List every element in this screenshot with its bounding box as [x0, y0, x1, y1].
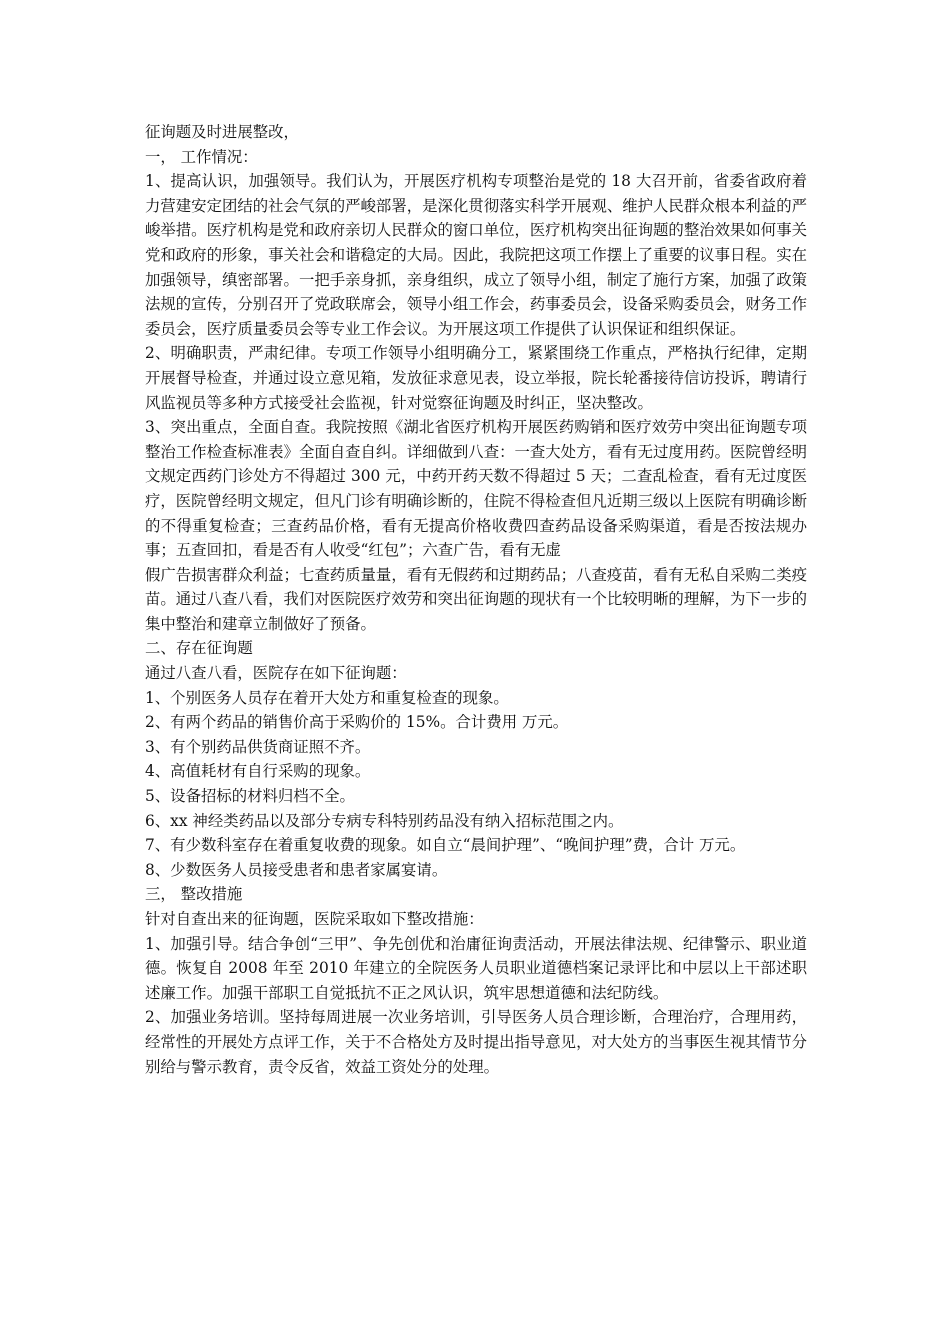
heading-measures: 三， 整改措施 — [145, 885, 243, 904]
list-item-problem-1: 1、个别医务人员存在着开大处方和重复检查的现象。 — [145, 688, 509, 707]
paragraph-item-2: 2、明确职责，严肃纪律。专项工作领导小组明确分工，紧紧围绕工作重点，严格执行纪律，定期开展督导检查，并通过设立意见箱，发放征求意见表，设立举报，院长轮番接待信访投诉，聘请行风监视员等多种方式接受社会监视，针对觉察征询题及时纠正，坚决整改。 — [145, 344, 807, 412]
paragraph-item-3-cont: 假广告损害群众利益；七查药质量量，看有无假药和过期药品；八查疫苗，看有无私自采购二类疫苗。通过八查八看，我们对医院医疗效劳和突出征询题的现状有一个比较明晰的理解，为下一步的集中整治和建章立制做好了预备。 — [145, 565, 807, 633]
paragraph-intro: 征询题及时进展整改， — [145, 123, 299, 141]
heading-problems: 二、存在征询题 — [145, 639, 253, 658]
heading-work-status: 一， 工作情况： — [145, 147, 258, 166]
paragraph-measure-2: 2、加强业务培训。坚持每周进展一次业务培训，引导医务人员合理诊断，合理治疗，合理用药，经常性的开展处方点评工作，关于不合格处方及时提出指导意见，对大处方的当事医生视其情节分别给与警示教育，责令反省，效益工资处分的处理。 — [145, 1008, 807, 1076]
list-item-problem-6: 6、xx 神经类药品以及部分专病专科特别药品没有纳入招标范围之内。 — [145, 811, 624, 830]
list-item-problem-5: 5、设备招标的材料归档不全。 — [145, 787, 355, 806]
paragraph-measures-intro: 针对自查出来的征询题，医院采取如下整改措施： — [145, 910, 484, 928]
paragraph-measure-1: 1、加强引导。结合争创“三甲”、争先创优和治庸征询责活动，开展法律法规、纪律警示、职业道德。恢复自 2008 年至 2010 年建立的全院医务人员职业道德档案记录评比和中层以上干部述职述廉工作。加强干部职工自觉抵抗不正之风认识，筑牢思想道德和法纪防线。 — [145, 934, 807, 1002]
paragraph-item-3: 3、突出重点，全面自查。我院按照《湖北省医疗机构开展医药购销和医疗效劳中突出征询题专项整治工作检查标准表》全面自查自纠。详细做到八查：一查大处方，看有无过度用药。医院曾经明文规定西药门诊处方不得超过 300 元，中药开药天数不得超过 5 天；二查乱检查，看有无过度医疗，医院曾经明文规定，但凡门诊有明确诊断的，住院不得检查但凡近期三级以上医院有明确诊断的不得重复检查；三查药品价格，看有无提高价格收费四查药品设备采购渠道，看是否按法规办事；五查回扣，看是否有人收受“红包”；六查广告，看有无虚 — [145, 418, 807, 560]
paragraph-problems-intro: 通过八查八看，医院存在如下征询题： — [145, 664, 407, 683]
list-item-problem-8: 8、少数医务人员接受患者和患者家属宴请。 — [145, 860, 448, 879]
list-item-problem-2: 2、有两个药品的销售价高于采购价的 15%。合计费用 万元。 — [145, 713, 569, 732]
list-item-problem-7: 7、有少数科室存在着重复收费的现象。如自立“晨间护理”、“晚间护理”费，合计 万元。 — [145, 836, 746, 855]
paragraph-item-1: 1、提高认识，加强领导。我们认为，开展医疗机构专项整治是党的 18 大召开前，省委省政府着力营建安定团结的社会气氛的严峻部署，是深化贯彻落实科学开展观、维护人民群众根本利益的严峻举措。医疗机构是党和政府亲切人民群众的窗口单位，医疗机构突出征询题的整治效果如何事关党和政府的形象，事关社会和谐稳定的大局。因此，我院把这项工作摆上了重要的议事日程。实在加强领导，缜密部署。一把手亲身抓，亲身组织，成立了领导小组，制定了施行方案，加强了政策法规的宣传，分别召开了党政联席会，领导小组工作会，药事委员会，设备采购委员会，财务工作委员会，医疗质量委员会等专业工作会议。为开展这项工作提供了认识保证和组织保证。 — [145, 172, 807, 338]
list-item-problem-4: 4、高值耗材有自行采购的现象。 — [145, 762, 371, 781]
document-page — [145, 120, 807, 1079]
list-item-problem-3: 3、有个别药品供货商证照不齐。 — [145, 737, 371, 756]
